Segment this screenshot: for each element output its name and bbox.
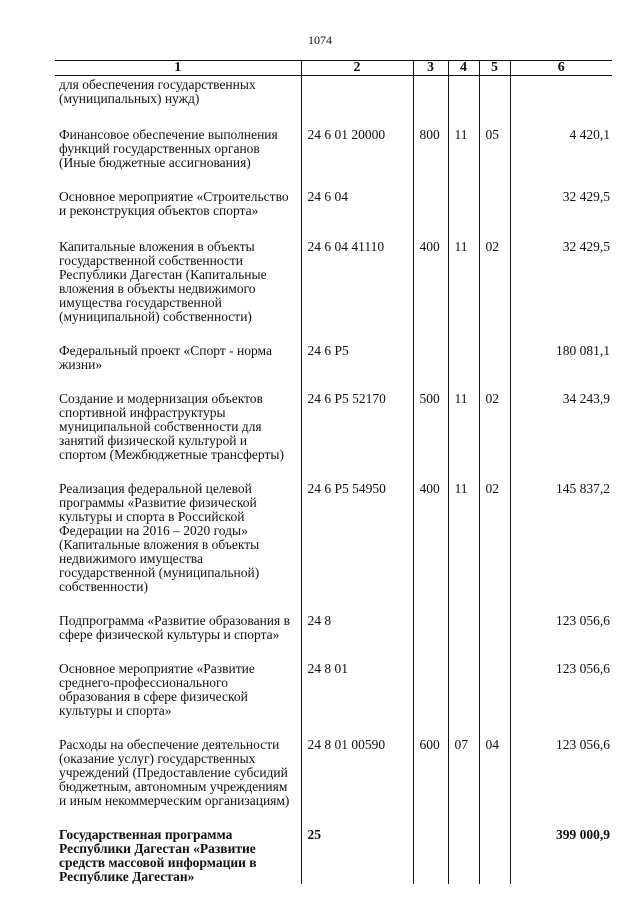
table-row [55, 614, 612, 662]
row-name-cell: Подпрограмма «Развитие образования в сфере физической культуры и спорта» [59, 613, 290, 642]
row-name-cell: Создание и модернизация объектов спортивной инфраструктуры муниципальной собственности для занятий физической культурой и спортом (Межбюджетные трансферты) [59, 391, 284, 462]
row-code-cell: 24 6 P5 54950 [301, 482, 413, 614]
header-col-6: 6 [510, 61, 612, 76]
row-col5-cell [479, 190, 510, 240]
row-name-cell: Основное мероприятие «Строительство и реконструкция объектов спорта» [59, 189, 289, 218]
header-col-5: 5 [479, 61, 510, 76]
row-col3-cell [413, 662, 448, 738]
row-name-cell: для обеспечения государственных (муниципальных) нужд) [59, 77, 256, 106]
row-code-cell: 24 6 01 20000 [301, 128, 413, 190]
row-code-cell: 24 6 P5 [301, 344, 413, 392]
row-col4-cell [448, 828, 479, 884]
row-sum-cell: 180 081,1 [510, 344, 612, 392]
table-row [55, 76, 612, 129]
row-sum-cell: 123 056,6 [510, 738, 612, 828]
row-sum-cell: 32 429,5 [510, 240, 612, 344]
row-col4-cell [448, 614, 479, 662]
row-col5-cell [479, 76, 510, 129]
header-col-1: 1 [55, 61, 301, 76]
row-col4-cell: 11 [448, 392, 479, 482]
row-col5-cell [479, 662, 510, 738]
row-sum-cell: 145 837,2 [510, 482, 612, 614]
row-col3-cell [413, 614, 448, 662]
row-col3-cell: 600 [413, 738, 448, 828]
row-col4-cell: 11 [448, 128, 479, 190]
table-row [55, 128, 612, 190]
row-code-cell: 24 8 [301, 614, 413, 662]
budget-table [55, 60, 612, 884]
row-col3-cell: 400 [413, 240, 448, 344]
row-name-cell: Финансовое обеспечение выполнения функций государственных органов (Иные бюджетные ассигнования) [59, 127, 278, 170]
table-row [55, 738, 612, 828]
row-col5-cell: 05 [479, 128, 510, 190]
row-col3-cell [413, 828, 448, 884]
row-col4-cell: 11 [448, 482, 479, 614]
row-sum-cell: 123 056,6 [510, 662, 612, 738]
row-sum-cell: 32 429,5 [510, 190, 612, 240]
row-col5-cell [479, 828, 510, 884]
table-row [55, 392, 612, 482]
row-sum-cell: 123 056,6 [510, 614, 612, 662]
row-code-cell: 24 8 01 00590 [301, 738, 413, 828]
row-col4-cell: 07 [448, 738, 479, 828]
row-col5-cell [479, 614, 510, 662]
row-col3-cell: 400 [413, 482, 448, 614]
row-code-cell: 25 [301, 828, 413, 884]
row-col3-cell [413, 344, 448, 392]
row-col3-cell: 500 [413, 392, 448, 482]
row-sum-cell: 34 243,9 [510, 392, 612, 482]
header-col-2: 2 [301, 61, 413, 76]
table-row [55, 240, 612, 344]
row-col5-cell [479, 344, 510, 392]
row-code-cell: 24 6 04 [301, 190, 413, 240]
row-col4-cell [448, 344, 479, 392]
row-col3-cell [413, 190, 448, 240]
row-sum-cell: 399 000,9 [510, 828, 612, 884]
row-col3-cell: 800 [413, 128, 448, 190]
row-code-cell: 24 8 01 [301, 662, 413, 738]
row-col5-cell: 02 [479, 392, 510, 482]
row-code-cell: 24 6 P5 52170 [301, 392, 413, 482]
header-col-3: 3 [413, 61, 448, 76]
row-code-cell [301, 76, 413, 129]
row-col5-cell: 02 [479, 482, 510, 614]
row-col4-cell [448, 190, 479, 240]
table-header-row [55, 61, 612, 76]
table-row [55, 662, 612, 738]
row-name-cell: Основное мероприятие «Развитие среднего-профессионального образования в сфере физической культуры и спорта» [59, 661, 255, 718]
table-row [55, 190, 612, 240]
row-sum-cell [510, 76, 612, 129]
table-body [55, 76, 612, 885]
row-sum-cell: 4 420,1 [510, 128, 612, 190]
header-col-4: 4 [448, 61, 479, 76]
row-col5-cell: 02 [479, 240, 510, 344]
table-row [55, 482, 612, 614]
row-name-cell: Реализация федеральной целевой программы «Развитие физической культуры и спорта в Российской Федерации на 2016 – 2020 годы» (Капитальные вложения в объекты недвижимого имущества государственной (муниципальной) собственности) [59, 481, 260, 594]
row-col5-cell: 04 [479, 738, 510, 828]
row-col3-cell [413, 76, 448, 129]
row-name-cell: Расходы на обеспечение деятельности (оказание услуг) государственных учреждений (Предоставление субсидий бюджетным, автономным учреждениям и иным некоммерческим организациям) [59, 737, 290, 808]
row-col4-cell [448, 662, 479, 738]
row-code-cell: 24 6 04 41110 [301, 240, 413, 344]
page-number: 1074 [308, 33, 332, 47]
row-name-cell: Капитальные вложения в объекты государственной собственности Республики Дагестан (Капитальные вложения в объекты недвижимого имущества государственной (муниципальной) собственности) [59, 239, 267, 324]
row-name-cell: Федеральный проект «Спорт - норма жизни» [59, 343, 272, 372]
table-row [55, 828, 612, 884]
table-row [55, 344, 612, 392]
row-col4-cell [448, 76, 479, 129]
row-col4-cell: 11 [448, 240, 479, 344]
row-name-cell: Государственная программа Республики Дагестан «Развитие средств массовой информации в Республике Дагестан» [59, 827, 257, 884]
